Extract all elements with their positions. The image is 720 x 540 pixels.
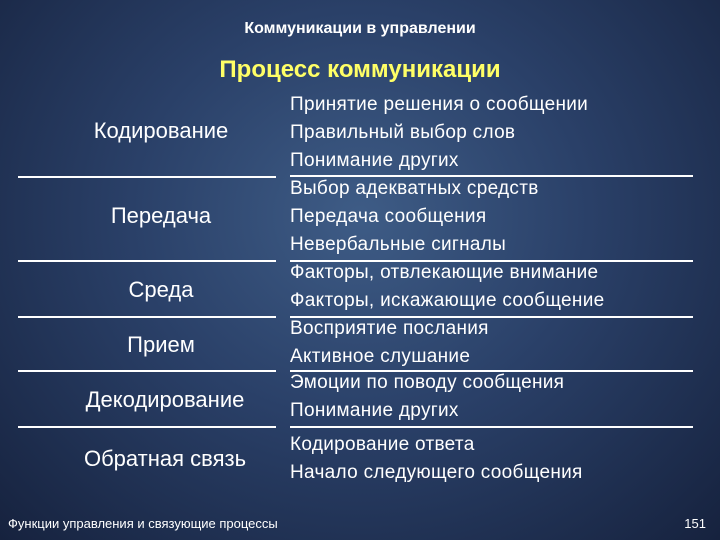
detail-line: Понимание других — [290, 400, 459, 421]
detail-line: Понимание других — [290, 150, 459, 171]
detail-line: Передача сообщения — [290, 206, 487, 227]
detail-line: Восприятие послания — [290, 318, 489, 339]
detail-line: Факторы, отвлекающие внимание — [290, 262, 599, 283]
footer-text: Функции управления и связующие процессы — [8, 516, 278, 531]
stage-label-decoding: Декодирование — [85, 387, 245, 412]
stage-label-medium: Среда — [128, 277, 194, 302]
divider — [18, 176, 276, 178]
stage-label-transmission: Передача — [110, 203, 212, 228]
stage-details-reception — [290, 315, 715, 371]
detail-line: Выбор адекватных средств — [290, 178, 539, 199]
stage-details-feedback — [290, 431, 715, 487]
stage-details-medium — [290, 259, 715, 315]
detail-line: Активное слушание — [290, 346, 471, 367]
divider — [18, 316, 276, 318]
detail-line: Кодирование ответа — [290, 434, 475, 455]
divider — [290, 426, 693, 428]
stage-label-reception: Прием — [127, 332, 195, 357]
stage-details-transmission — [290, 175, 715, 259]
slide-subtitle: Процесс коммуникации — [219, 56, 501, 83]
divider — [18, 426, 276, 428]
page-number: 151 — [684, 516, 706, 531]
detail-line: Невербальные сигналы — [290, 234, 507, 255]
divider — [18, 260, 276, 262]
detail-line: Начало следующего сообщения — [290, 462, 583, 483]
stage-details-decoding — [290, 369, 715, 425]
divider — [18, 370, 276, 372]
detail-line: Принятие решения о сообщении — [290, 94, 589, 115]
detail-line: Факторы, искажающие сообщение — [290, 290, 605, 311]
stage-label-encoding: Кодирование — [93, 118, 229, 143]
detail-line: Эмоции по поводу сообщения — [290, 372, 565, 393]
detail-line: Правильный выбор слов — [290, 122, 516, 143]
stage-label-feedback: Обратная связь — [83, 446, 247, 471]
stage-details-encoding — [290, 91, 715, 175]
slide-title: Коммуникации в управлении — [244, 20, 476, 37]
